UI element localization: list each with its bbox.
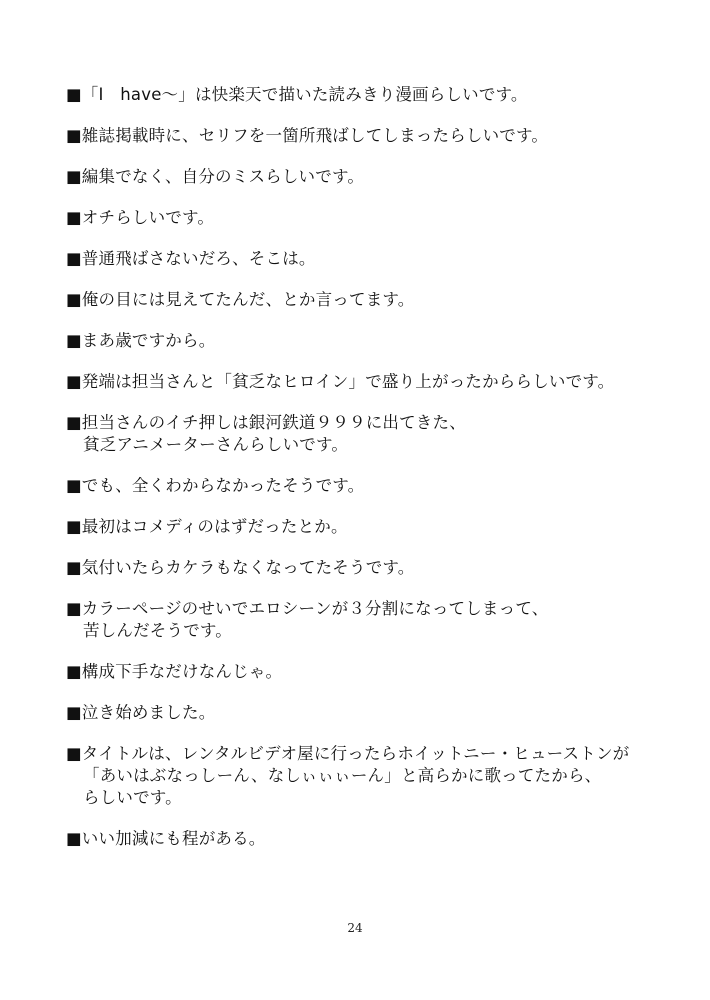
note-item	[66, 166, 666, 188]
note-line: ■雑誌掲載時に、セリフを一箇所飛ばしてしまったらしいです。	[66, 126, 549, 145]
note-line: ■構成下手なだけなんじゃ。	[66, 662, 283, 681]
afterword-notes	[66, 84, 666, 869]
note-line: ■担当さんのイチ押しは銀河鉄道９９９に出てきた、	[66, 413, 466, 432]
note-line: ■カラーページのせいでエロシーンが３分割になってしまって、	[66, 599, 549, 618]
note-line: ■普通飛ばさないだろ、そこは。	[66, 249, 316, 268]
note-line: ■でも、全くわからなかったそうです。	[66, 476, 365, 495]
note-line: ■オチらしいです。	[66, 208, 215, 227]
note-item	[66, 598, 666, 642]
note-line: ■泣き始めました。	[66, 703, 216, 722]
note-line: ■まあ歳ですから。	[66, 331, 216, 350]
note-item	[66, 289, 666, 311]
note-line: ■発端は担当さんと「貧乏なヒロイン」で盛り上がったかららしいです。	[66, 372, 615, 391]
note-item	[66, 248, 666, 270]
note-item	[66, 516, 666, 538]
note-line-continuation: 「あいはぶなっしーん、なしぃぃぃーん」と高らかに歌ってたから、	[83, 766, 602, 785]
note-line: ■いい加減にも程がある。	[66, 829, 266, 848]
note-item	[66, 84, 666, 106]
note-item	[66, 661, 666, 683]
note-item	[66, 475, 666, 497]
note-item	[66, 412, 666, 456]
page-number: 24	[347, 921, 363, 935]
note-line: ■最初はコメディのはずだったとか。	[66, 517, 348, 536]
note-item	[66, 207, 666, 229]
note-line: ■俺の目には見えてたんだ、とか言ってます。	[66, 290, 415, 309]
note-line-continuation: 苦しんだそうです。	[83, 621, 232, 640]
note-line: ■「I have～」は快楽天で描いた読みきり漫画らしいです。	[66, 85, 528, 104]
note-line: ■タイトルは、レンタルビデオ屋に行ったらホイットニー・ヒューストンが	[66, 744, 630, 763]
note-item	[66, 557, 666, 579]
note-item	[66, 828, 666, 850]
note-item	[66, 702, 666, 724]
note-item	[66, 371, 666, 393]
note-line: ■編集でなく、自分のミスらしいです。	[66, 167, 365, 186]
note-line-continuation: 貧乏アニメーターさんらしいです。	[83, 435, 349, 454]
note-line-continuation: らしいです。	[83, 788, 182, 807]
note-line: ■気付いたらカケラもなくなってたそうです。	[66, 558, 415, 577]
note-item	[66, 743, 666, 809]
note-item	[66, 330, 666, 352]
note-item	[66, 125, 666, 147]
